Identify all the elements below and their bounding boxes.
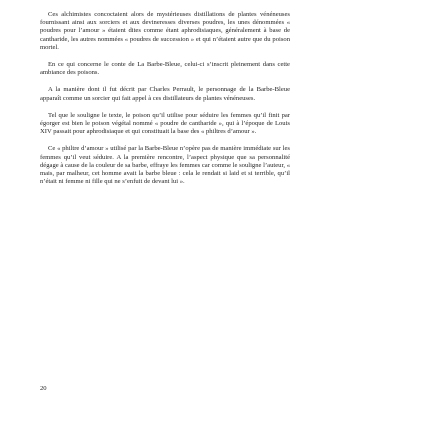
text-column xyxy=(40,11,290,195)
paragraph-alchemists: Ces alchimistes concoctaient alors de mystérieuses distillations de plantes vénéneuses fournissant ainsi aux sorciers et aux devineresses diverses poudres, les unes dénommées « poudres pour l’amour » étaient dites comme étant aphrodisiaques, généralement à base de cantharide, les autres nommées « poudres de succession » et qui n’étaient autre que du poison mortel. xyxy=(40,11,290,51)
paragraph-barbe-bleue-context: En ce qui concerne le conte de La Barbe-Bleue, celui-ci s’inscrit pleinement dans cette ambiance des poisons. xyxy=(40,61,290,77)
paragraph-poison: Tel que le souligne le texte, le poison qu’il utilise pour séduire les femmes qu’il finit par égorger est bien le poison végétal nommé « poudre de cantharide », qui à l’époque de Louis XIV passait pour aphrodisiaque et qui constituait la base des « philtres d’amour ». xyxy=(40,111,290,136)
page-number: 20 xyxy=(40,385,47,392)
paragraph-perrault: A la manière dont il fut décrit par Charles Perrault, le personnage de la Barbe-Bleue apparaît comme un sorcier qui fait appel à ces distillateurs de plantes vénéneuses. xyxy=(40,86,290,102)
paragraph-philtre: Ce « philtre d’amour » utilisé par la Barbe-Bleue n’opère pas de manière immédiate sur les femmes qu’il veut séduire. A la première rencontre, l’aspect physique que sa personnalité dégage à cause de la couleur de sa barbe, effraye les femmes car comme le souligne l’auteur, « mais, par malheur, cet homme avait la barbe bleue : cela le rendait si laid et si terrible, qu’il n’était ni femme ni fille qui ne s’enfuit de devant lui ». xyxy=(40,145,290,186)
